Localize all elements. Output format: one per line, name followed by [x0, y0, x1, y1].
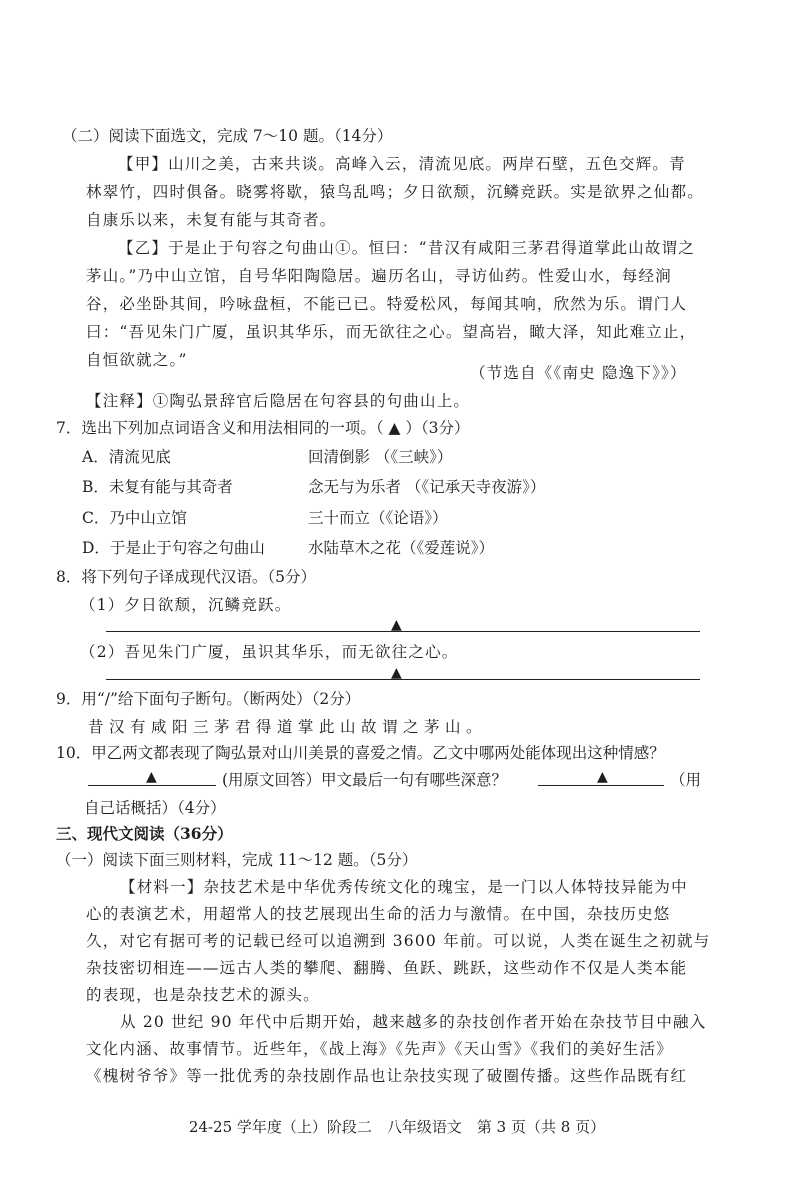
q7-option-d-right: 水陆草木之花（《爱莲说》）	[308, 539, 495, 557]
answer-marker-icon: ▲	[597, 769, 608, 785]
q7-option-c-right: 三十而立（《论语》）	[308, 509, 448, 527]
passage-source: （节选自《《南史 隐逸下》》）	[470, 364, 687, 382]
passage-jia-line: 林翠竹，四时俱备。晓雾将歇，猿鸟乱鸣；夕日欲颓，沉鳞竞跃。实是欲界之仙都。	[86, 183, 704, 201]
section-heading: （二）阅读下面选文，完成 7～10 题。（14分）	[62, 127, 393, 145]
q7-option-b-left: B．未复有能与其奇者	[82, 478, 233, 496]
question-10-stem: 10．甲乙两文都表现了陶弘景对山川美景的喜爱之情。乙文中哪两处能体现出这种情感？	[56, 744, 665, 762]
material-paragraph-line: 心的表演艺术，用超常人的技艺展现出生命的活力与激情。在中国，杂技历史悠	[86, 905, 671, 923]
page-footer: 24-25 学年度（上）阶段二 八年级语文 第 3 页（共 8 页）	[188, 1118, 606, 1136]
material-paragraph-line: 从 20 世纪 90 年代中后期开始，越来越多的杂技创作者开始在杂技节目中融入	[120, 1013, 707, 1031]
question-8-stem: 8．将下列句子译成现代汉语。（5分）	[56, 568, 316, 586]
passage-jia-line: 【甲】山川之美，古来共谈。高峰入云，清流见底。两岸石壁，五色交辉。青	[118, 155, 686, 173]
answer-marker-icon: ▲	[146, 769, 157, 785]
material-paragraph-line: 的表现，也是杂技艺术的源头。	[86, 986, 320, 1004]
passage-yi-line: 曰：“吾见朱门广厦，虽识其华乐，而无欲往之心。望高岩，瞰大泽，知此难立止，	[86, 323, 697, 341]
q9-sentence: 昔汉有咸阳三茅君得道掌此山故谓之茅山。	[88, 718, 488, 736]
material-paragraph-line: 【材料一】杂技艺术是中华优秀传统文化的瑰宝，是一门以人体特技异能为中	[120, 878, 688, 896]
q7-option-a-left: A．清流见底	[82, 448, 171, 466]
q8-sentence-1: （1）夕日欲颓，沉鳞竞跃。	[80, 596, 292, 614]
annotation-note: 【注释】①陶弘景辞官后隐居在句容县的句曲山上。	[86, 392, 471, 410]
material-paragraph-line: 《槐树爷爷》等一批优秀的杂技剧作品也让杂技实现了破圈传播。这些作品既有红	[86, 1067, 688, 1085]
question-7-stem: 7．选出下列加点词语含义和用法相同的一项。（ ▲ ）（3分）	[56, 419, 470, 437]
answer-blank[interactable]	[538, 785, 664, 786]
q7-option-b-right: 念无与为乐者 （《记承天寺夜游》）	[308, 478, 546, 496]
passage-yi-line: 自恒欲就之。”	[86, 351, 188, 369]
q8-sentence-2: （2）吾见朱门广厦，虽识其华乐，而无欲往之心。	[80, 643, 459, 661]
q7-option-c-left: C．乃中山立馆	[82, 509, 187, 527]
answer-blank[interactable]	[88, 785, 216, 786]
material-paragraph-line: 文化内涵、故事情节。近些年，《战上海》《先声》《天山雪》《我们的美好生活》	[86, 1040, 673, 1058]
q7-option-a-right: 回清倒影 （《三峡》）	[308, 448, 453, 466]
passage-yi-line: 【乙】于是止于句容之句曲山①。恒曰：“昔汉有咸阳三茅君得道掌此山故谓之	[118, 239, 695, 257]
answer-line[interactable]	[106, 679, 700, 680]
section-3-heading: 三、现代文阅读（36分）	[56, 824, 233, 843]
q10-continuation: 自己话概括）（4分）	[84, 799, 226, 817]
question-9-stem: 9．用“/”给下面句子断句。（断两处）（2分）	[56, 690, 361, 708]
answer-line[interactable]	[106, 631, 700, 632]
passage-jia-line: 自康乐以来，未复有能与其奇者。	[86, 211, 337, 229]
material-paragraph-line: 杂技密切相连——远古人类的攀爬、翻腾、鱼跃、跳跃，这些动作不仅是人类本能	[86, 959, 688, 977]
q10-end-text: （用	[670, 771, 702, 789]
material-paragraph-line: 久，对它有据可考的记载已经可以追溯到 3600 年前。可以说，人类在诞生之初就与	[86, 932, 711, 950]
passage-yi-line: 谷，必坐卧其间，吟咏盘桓，不能已已。特爱松风，每闻其响，欣然为乐。谓门人	[86, 295, 688, 313]
q7-option-d-left: D．于是止于句容之句曲山	[82, 539, 265, 557]
passage-yi-line: 茅山。”乃中山立馆，自号华阳陶隐居。遍历名山，寻访仙药。性爱山水，每经涧	[86, 267, 672, 285]
section-3-subheading: （一）阅读下面三则材料，完成 11～12 题。（5分）	[56, 851, 418, 869]
answer-marker-icon: ▲	[391, 665, 402, 681]
q10-middle-text: (用原文回答）甲文最后一句有哪些深意？	[222, 771, 508, 789]
answer-marker-icon: ▲	[391, 617, 402, 633]
